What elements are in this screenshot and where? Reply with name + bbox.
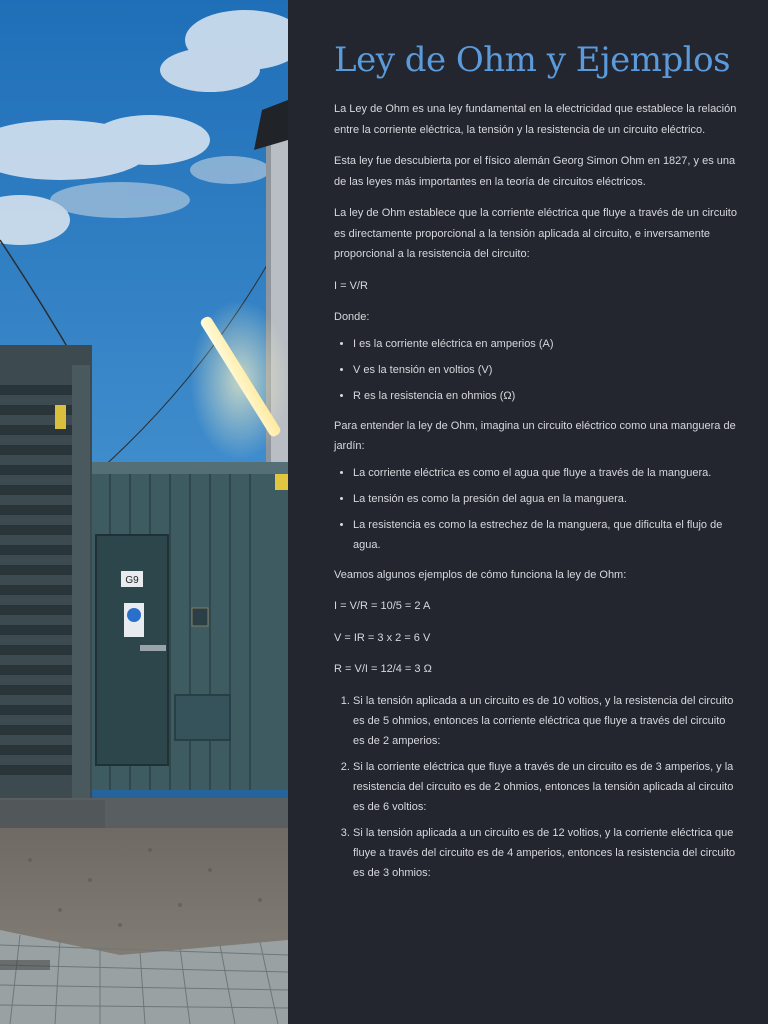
equation-3: R = V/I = 12/4 = 3 Ω xyxy=(334,663,432,675)
door-label: G9 xyxy=(125,575,139,586)
list-item: 1. Si la tensión aplicada a un circuito es de 10 voltios, y la resistencia del circuito es de 5 ohmios, entonces la corriente eléctrica que fluye a través del circuito es de 2 amperios: xyxy=(353,691,738,751)
intro-paragraph-2: Esta ley fue descubierta por el físico alemán Georg Simon Ohm en 1827, y es una de las leyes más importantes en la teoría de circuitos eléctricos. xyxy=(334,155,736,188)
definitions-list xyxy=(334,334,738,406)
list-item: • La corriente eléctrica es como el agua que fluye a través de la manguera. xyxy=(353,463,738,483)
equation-1: I = V/R = 10/5 = 2 A xyxy=(334,600,431,612)
text-panel xyxy=(288,0,768,1024)
donde-label: Donde: xyxy=(334,311,370,323)
list-item: • V es la tensión en voltios (V) xyxy=(353,360,738,380)
list-item: 2. Si la corriente eléctrica que fluye a través de un circuito es de 3 amperios, y la resistencia del circuito es de 2 ohmios, entonces la tensión aplicada al circuito es de 6 voltios: xyxy=(353,757,738,817)
page-title: Ley de Ohm y Ejemplos xyxy=(334,40,731,80)
intro-paragraph-3: La ley de Ohm establece que la corriente eléctrica que fluye a través de un circuito es directamente proporcional a la tensión aplicada al circuito, e inversamente proporcional a la resistencia del circuito: xyxy=(334,207,737,260)
article xyxy=(334,38,738,893)
list-item: • La resistencia es como la estrechez de la manguera, que dificulta el flujo de agua. xyxy=(353,515,738,555)
analogy-intro: Para entender la ley de Ohm, imagina un circuito eléctrico como una manguera de jardín: xyxy=(334,419,736,452)
list-item: • La tensión es como la presión del agua en la manguera. xyxy=(353,489,738,509)
intro-paragraph-1: La Ley de Ohm es una ley fundamental en la electricidad que establece la relación entre la corriente eléctrica, la tensión y la resistencia de un circuito eléctrico. xyxy=(334,103,737,136)
analogy-list xyxy=(334,463,738,555)
formula: I = V/R xyxy=(334,279,368,292)
examples-intro: Veamos algunos ejemplos de cómo funciona la ley de Ohm: xyxy=(334,568,627,581)
list-item: • R es la resistencia en ohmios (Ω) xyxy=(353,386,738,406)
examples-list xyxy=(334,691,738,883)
cover-photo xyxy=(0,0,288,1024)
list-item: • I es la corriente eléctrica en amperios (A) xyxy=(353,334,738,354)
list-item: 3. Si la tensión aplicada a un circuito es de 12 voltios, y la corriente eléctrica que fluye a través del circuito es de 4 amperios, entonces la resistencia del circuito es de 3 ohmios: xyxy=(353,823,738,883)
equation-2: V = IR = 3 x 2 = 6 V xyxy=(334,631,431,644)
